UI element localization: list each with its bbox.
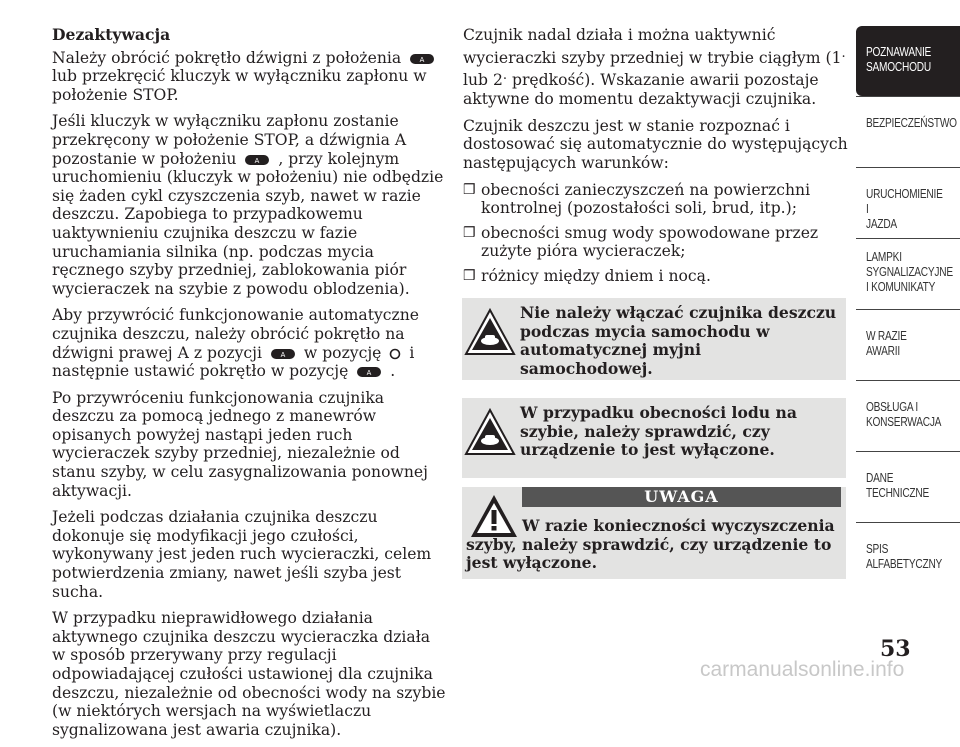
tab-poznawanie-samochodu[interactable] [856, 26, 960, 96]
wiper-off-icon [389, 348, 401, 360]
tab-label: URUCHOMIENIE I JAZDA [866, 186, 943, 231]
paragraph-2-text-a: Jeśli kluczyk w wyłączniku zapłonu zostanie przekręcony w położenie STOP, a dźwignia A pozostanie w położeniu [52, 112, 407, 168]
right-paragraph-1-text-a: Czujnik nadal działa i można uaktywnić wycieraczki szyby przedniej w trybie ciągłym (1 [463, 26, 842, 67]
tab-obsluga-i-konserwacja[interactable] [856, 380, 960, 451]
chapter-sidebar [856, 26, 960, 593]
uwaga-title: UWAGA [522, 487, 841, 507]
paragraph-1-text-a: Należy obrócić pokrętło dźwigni z położenia [52, 48, 402, 67]
tab-w-razie-awarii[interactable] [856, 309, 960, 380]
page-number: 53 [880, 636, 911, 662]
list-item [463, 181, 848, 218]
list-item [463, 267, 848, 286]
paragraph-3 [52, 306, 447, 380]
car-warning-triangle-icon [462, 304, 518, 360]
left-column [52, 26, 447, 747]
paragraph-1-text-b: lub przekręcić kluczyk w wyłączniku zapłonu w położenie STOP. [52, 67, 427, 104]
tab-label: SPIS ALFABETYCZNY [866, 541, 943, 571]
superscript-dot: . [841, 45, 846, 61]
warning-box-1 [462, 298, 846, 380]
car-warning-triangle-icon [462, 404, 518, 460]
svg-text:A: A [280, 351, 286, 359]
paragraph-3-text-c: i następnie ustawić pokrętło w pozycję [52, 343, 415, 381]
tab-label: W RAZIE AWARII [866, 328, 907, 358]
list-item-text: różnicy między dniem i nocą. [481, 266, 711, 285]
conditions-list [463, 181, 848, 286]
tab-label: BEZPIECZEŃSTWO [866, 115, 957, 130]
list-item-text: obecności zanieczyszczeń na powierzchni kontrolnej (pozostałości soli, brud, itp.); [481, 180, 811, 218]
wiper-auto-icon [244, 154, 270, 166]
paragraph-2 [52, 112, 447, 298]
tab-label: POZNAWANIE SAMOCHODU [866, 44, 932, 74]
checkbox-bullet-icon: ❒ [463, 267, 476, 284]
paragraph-3-text-d: . [390, 362, 396, 381]
list-item [463, 224, 848, 261]
paragraph-5: Jeżeli podczas działania czujnika deszczu dokonuje się modyfikacji jego czułości, wykonywany jest jeden ruch wycieraczki, celem potwierdzenia zmiany, nawet jeśli szyba jest sucha. [52, 508, 432, 601]
warning-text-1: Nie należy włączać czujnika deszczu podczas mycia samochodu w automatycznej myjni samochodowej. [520, 303, 837, 378]
tab-label: OBSŁUGA I KONSERWACJA [866, 399, 942, 429]
paragraph-2-text-b: , przy kolejnym uruchomieniu (kluczyk w położeniu) nie odbędzie się żaden cykl czyszczenia szyb, nawet w razie deszczu. Zapobiega to przypadkowemu uaktywnieniu czujnika deszczu w fazie uruchamiania silnika (np. podczas mycia ręcznego szyby przedniej, zablokowania piór wycieraczek na szybie z powodu oblodzenia). [52, 149, 444, 298]
right-paragraph-1-text-b: lub 2 [463, 71, 503, 90]
right-paragraph-1 [463, 26, 848, 109]
svg-text:A: A [419, 56, 425, 64]
superscript-dot: . [502, 68, 508, 84]
tab-spis-alfabetyczny[interactable] [856, 522, 960, 593]
paragraph-3-text-b: w pozycję [303, 343, 382, 362]
paragraph-3-text-a: Aby przywrócić funkcjonowanie automatyczne czujnika deszczu, należy obrócić pokrętło na dźwigni prawej A z pozycji [52, 306, 420, 362]
checkbox-bullet-icon: ❒ [463, 181, 476, 198]
paragraph-1 [52, 49, 447, 105]
checkbox-bullet-icon: ❒ [463, 224, 476, 241]
uwaga-box [462, 487, 846, 579]
tab-dane-techniczne[interactable] [856, 451, 960, 522]
svg-text:A: A [255, 157, 260, 165]
paragraph-6: W przypadku nieprawidłowego działania aktywnego czujnika deszczu wycieraczka działa w sposób przerywany przy regulacji odpowiadającej czułości ustawionej dla czujnika deszczu, niezależnie od obecności wody na szybie (w niektórych wersjach na wyświetlaczu sygnalizowana jest awaria czujnika). [52, 609, 446, 739]
uwaga-text: W razie konieczności wyczyszczenia szyby, należy sprawdzić, czy urządzenie to jest wyłączone. [466, 516, 835, 573]
wiper-auto-icon [356, 366, 382, 378]
watermark: carmanualsonline.info [700, 658, 905, 681]
paragraph-4: Po przywróceniu funkcjonowania czujnika deszczu za pomocą jednego z manewrów opisanych powyżej nastąpi jeden ruch wycieraczek szyby przedniej, niezależnie od stanu szyby, w celu zasygnalizowania ponownej aktywacji. [52, 388, 428, 500]
svg-text:A: A [366, 370, 372, 378]
tab-lampki-sygnalizacyjne[interactable] [856, 238, 960, 309]
list-item-text: obecności smug wody spowodowane przez zużyte pióra wycieraczek; [481, 223, 819, 261]
warning-box-2 [462, 398, 846, 478]
right-column [463, 26, 848, 294]
warning-text-2: W przypadku obecności lodu na szybie, należy sprawdzić, czy urządzenie to jest wyłączone. [520, 403, 797, 460]
tab-label: LAMPKI SYGNALIZACYJNE I KOMUNIKATY [866, 249, 953, 294]
tab-label: DANE TECHNICZNE [866, 470, 930, 500]
right-paragraph-2: Czujnik deszczu jest w stanie rozpoznać i dostosować się automatycznie do występujących następujących warunków: [463, 116, 848, 172]
wiper-auto-icon [270, 348, 296, 360]
tab-bezpieczenstwo[interactable] [856, 96, 960, 167]
tab-uruchomienie-i-jazda[interactable] [856, 167, 960, 238]
right-paragraph-1-text-c: prędkość). Wskazanie awarii pozostaje aktywne do momentu dezaktywacji czujnika. [463, 71, 819, 109]
wiper-auto-icon [409, 53, 435, 65]
section-heading: Dezaktywacja [52, 25, 171, 44]
